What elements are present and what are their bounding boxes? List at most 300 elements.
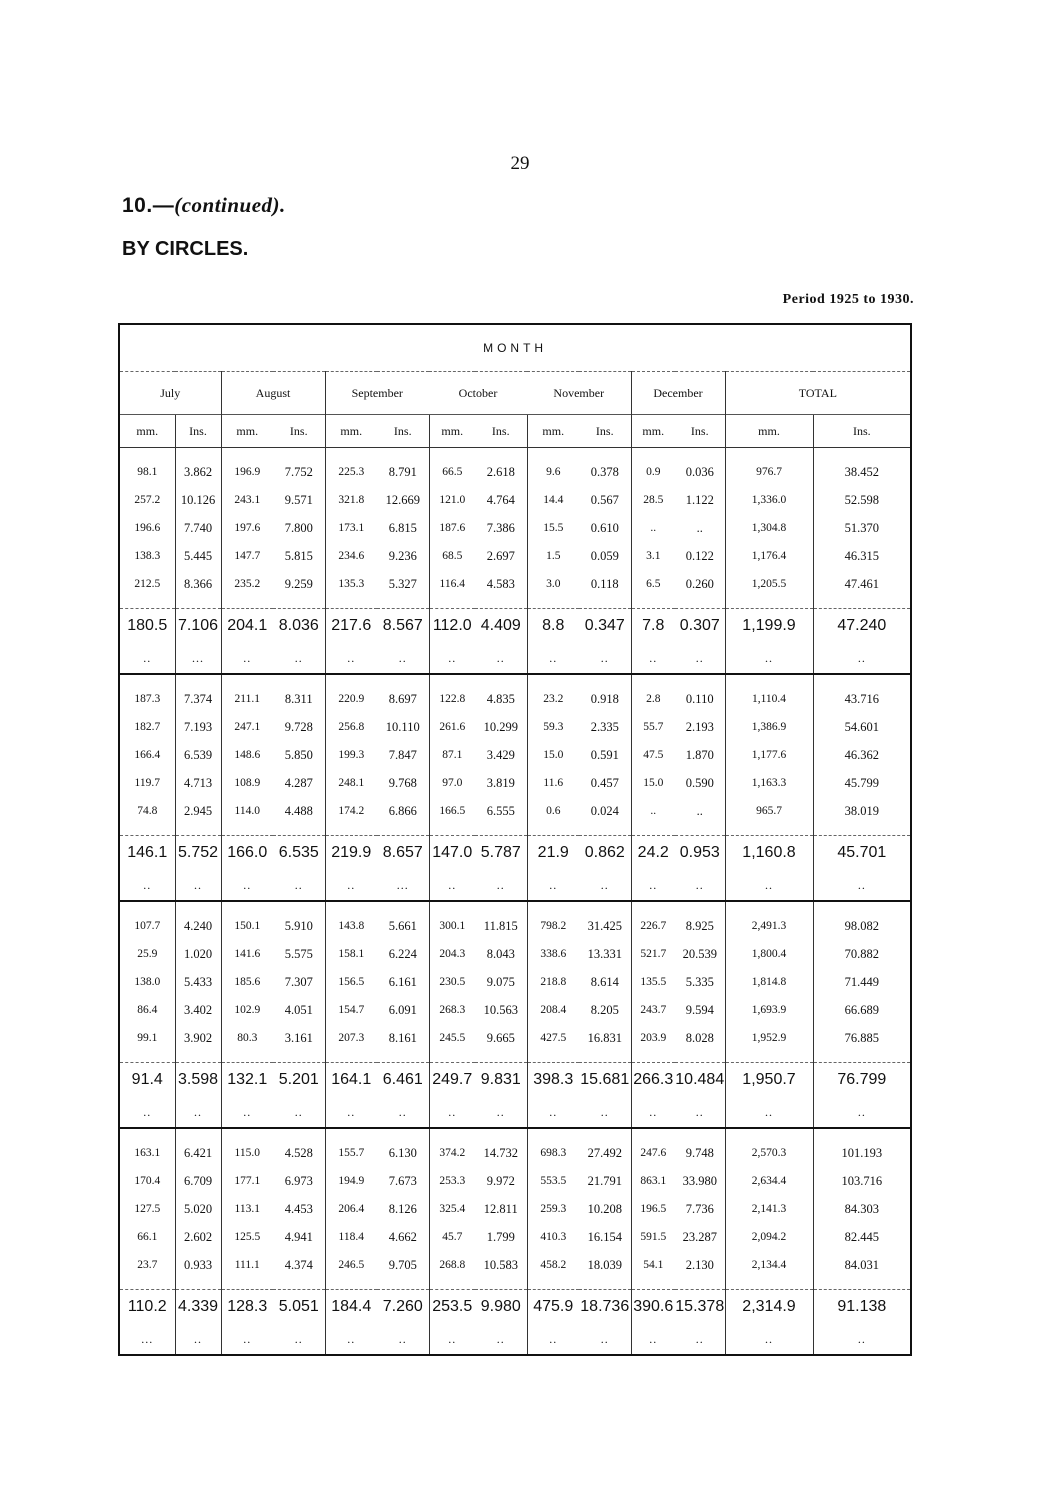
table-cell: 9.075: [486, 974, 515, 989]
table-cell: 9.728: [284, 719, 313, 734]
spacer-row: [119, 1052, 911, 1063]
month-december: December: [631, 372, 725, 415]
table-cell: 16.154: [587, 1229, 622, 1244]
table-cell: 698.3: [527, 1139, 579, 1167]
table-cell: 259.3: [527, 1195, 579, 1223]
table-cell: ..: [725, 1097, 813, 1128]
rainfall-table: [118, 323, 912, 1356]
table-cell: 243.1: [221, 486, 273, 514]
table-cell: 230.5: [429, 968, 475, 996]
table-cell: 9.972: [486, 1173, 515, 1188]
month-september: September: [325, 372, 429, 415]
table-cell: 115.0: [221, 1139, 273, 1167]
table-cell: 9.594: [685, 1002, 714, 1017]
table-cell: 47.5: [631, 741, 675, 769]
table-cell: 0.260: [685, 576, 714, 591]
table-cell: 98.1: [137, 466, 158, 478]
table-cell: 1,800.4: [725, 940, 813, 968]
table-cell: 23.287: [682, 1229, 717, 1244]
table-cell: 135.3: [325, 570, 377, 598]
table-cell: 217.6: [325, 609, 377, 644]
unit-header: Ins.: [813, 415, 911, 448]
section-subheading: BY CIRCLES.: [122, 238, 249, 260]
table-cell: ..: [119, 1097, 175, 1128]
table-cell: 6.709: [175, 1167, 221, 1195]
table-cell: 0.9: [631, 458, 675, 486]
table-cell: 66.1: [137, 1231, 158, 1243]
table-cell: 0.610: [590, 520, 619, 535]
table-cell: ..: [429, 643, 475, 674]
spacer-cell: [631, 1279, 675, 1290]
spacer-cell: [579, 448, 631, 459]
table-cell: 0.036: [685, 464, 714, 479]
spacer-cell: [725, 1128, 813, 1139]
table-cell: ..: [119, 870, 175, 901]
table-cell: 7.374: [175, 685, 221, 713]
table-cell: 166.5: [429, 797, 475, 825]
spacer-cell: [725, 825, 813, 836]
table-cell: 7.740: [175, 514, 221, 542]
spacer-cell: [725, 901, 813, 912]
section-heading: [122, 193, 286, 218]
table-cell: ..: [273, 1097, 325, 1128]
spacer-cell: [675, 1128, 725, 1139]
spacer-cell: [175, 598, 221, 609]
table-cell: 27.492: [587, 1145, 622, 1160]
table-cell: 114.0: [221, 797, 273, 825]
spacer-cell: [579, 1052, 631, 1063]
table-cell: 25.9: [137, 948, 158, 960]
table-cell: 374.2: [429, 1139, 475, 1167]
table-cell: 38.452: [813, 458, 911, 486]
table-row: [119, 1195, 911, 1223]
table-cell: 18.736: [579, 1290, 631, 1325]
table-cell: 1,199.9: [725, 609, 813, 644]
table-cell: ..: [675, 1097, 725, 1128]
table-cell: 5.433: [175, 968, 221, 996]
table-cell: 147.0: [429, 836, 475, 871]
table-cell: ..: [221, 1097, 273, 1128]
spacer-cell: [675, 674, 725, 685]
month-october: October: [429, 372, 527, 415]
table-cell: 6.815: [388, 520, 417, 535]
table-cell: 6.161: [388, 974, 417, 989]
spacer-cell: [527, 825, 579, 836]
table-cell: 15.681: [579, 1063, 631, 1098]
table-cell: ..: [527, 1324, 579, 1355]
table-cell: 2,570.3: [725, 1139, 813, 1167]
table-cell: 203.9: [631, 1024, 675, 1052]
table-cell: 0.862: [579, 836, 631, 871]
table-cell: 10.126: [175, 486, 221, 514]
table-cell: 1,693.9: [725, 996, 813, 1024]
table-cell: 54.601: [813, 713, 911, 741]
spacer-cell: [273, 901, 325, 912]
table-cell: 8.614: [590, 974, 619, 989]
table-cell: 2.193: [685, 719, 714, 734]
table-cell: 325.4: [429, 1195, 475, 1223]
table-cell: ..: [325, 870, 377, 901]
table-cell: ..: [221, 643, 273, 674]
table-cell: ..: [377, 643, 429, 674]
table-cell: 76.799: [813, 1063, 911, 1098]
spacer-cell: [221, 825, 273, 836]
table-cell: 102.9: [221, 996, 273, 1024]
page-number: 29: [510, 153, 530, 174]
table-cell: 5.910: [284, 918, 313, 933]
table-cell: 253.5: [429, 1290, 475, 1325]
table-cell: ..: [813, 643, 911, 674]
table-cell: 1,336.0: [725, 486, 813, 514]
spacer-cell: [325, 825, 377, 836]
table-cell: 182.7: [134, 721, 161, 733]
table-cell: ..: [527, 870, 579, 901]
table-cell: ..: [119, 643, 175, 674]
table-cell: 116.4: [429, 570, 475, 598]
table-cell: 219.9: [325, 836, 377, 871]
table-cell: 2.618: [486, 464, 515, 479]
table-cell: 208.4: [527, 996, 579, 1024]
table-cell: 103.716: [813, 1167, 911, 1195]
table-cell: 70.882: [813, 940, 911, 968]
table-cell: 2.602: [175, 1223, 221, 1251]
table-cell: 1,177.6: [725, 741, 813, 769]
table-cell: 16.831: [587, 1030, 622, 1045]
spacer-cell: [429, 825, 475, 836]
table-cell: 80.3: [221, 1024, 273, 1052]
table-cell: ..: [175, 1097, 221, 1128]
table-cell: 4.339: [175, 1290, 221, 1325]
dots-row: [119, 643, 911, 674]
table-row: [119, 514, 911, 542]
table-cell: 6.224: [388, 946, 417, 961]
table-cell: 107.7: [134, 920, 161, 932]
table-cell: 174.2: [325, 797, 377, 825]
table-cell: 86.4: [137, 1004, 158, 1016]
table-cell: 9.259: [284, 576, 313, 591]
spacer-cell: [119, 674, 175, 685]
spacer-cell: [119, 1279, 175, 1290]
table-cell: 225.3: [325, 458, 377, 486]
month-names-row: [119, 372, 911, 415]
table-cell: ...: [119, 1324, 175, 1355]
table-cell: 1.5: [527, 542, 579, 570]
spacer-cell: [273, 825, 325, 836]
table-cell: 3.0: [527, 570, 579, 598]
table-cell: 12.669: [385, 492, 420, 507]
spacer-cell: [631, 598, 675, 609]
spacer-cell: [273, 598, 325, 609]
table-cell: 2.945: [175, 797, 221, 825]
spacer-cell: [475, 1052, 527, 1063]
spacer-cell: [675, 448, 725, 459]
spacer-cell: [377, 598, 429, 609]
table-cell: 2,491.3: [725, 912, 813, 940]
table-cell: 0.024: [590, 803, 619, 818]
dots-row: [119, 1324, 911, 1355]
spacer-cell: [813, 1052, 911, 1063]
spacer-cell: [325, 598, 377, 609]
spacer-cell: [813, 448, 911, 459]
spacer-cell: [273, 448, 325, 459]
table-cell: ..: [813, 1324, 911, 1355]
table-cell: ...: [377, 870, 429, 901]
table-row: [119, 769, 911, 797]
table-cell: ..: [631, 1324, 675, 1355]
spacer-cell: [725, 598, 813, 609]
table-cell: 166.4: [134, 749, 161, 761]
spacer-cell: [675, 1279, 725, 1290]
unit-header: mm.: [221, 415, 273, 448]
table-cell: 521.7: [631, 940, 675, 968]
spacer-cell: [273, 1279, 325, 1290]
table-cell: 243.7: [631, 996, 675, 1024]
table-cell: 7.193: [175, 713, 221, 741]
dots-row: [119, 870, 911, 901]
table-cell: 3.161: [284, 1030, 313, 1045]
table-cell: ..: [273, 870, 325, 901]
table-cell: 10.563: [483, 1002, 518, 1017]
table-row: [119, 968, 911, 996]
table-cell: 965.7: [725, 797, 813, 825]
table-row: [119, 1251, 911, 1279]
table-cell: 8.043: [486, 946, 515, 961]
table-cell: 6.461: [377, 1063, 429, 1098]
heading-number: 10.—: [122, 194, 175, 217]
spacer-cell: [377, 448, 429, 459]
table-cell: 2,134.4: [725, 1251, 813, 1279]
table-cell: 166.0: [221, 836, 273, 871]
table-cell: 2,141.3: [725, 1195, 813, 1223]
table-cell: 147.7: [221, 542, 273, 570]
table-cell: ..: [475, 870, 527, 901]
spacer-cell: [119, 598, 175, 609]
spacer-cell: [221, 1128, 273, 1139]
spacer-cell: [579, 1128, 631, 1139]
table-cell: 91.4: [119, 1063, 175, 1098]
table-cell: 5.575: [284, 946, 313, 961]
table-cell: 156.5: [325, 968, 377, 996]
table-cell: 1.799: [486, 1229, 515, 1244]
unit-header: Ins.: [273, 415, 325, 448]
table-cell: 196.9: [221, 458, 273, 486]
table-cell: 2.130: [685, 1257, 714, 1272]
table-cell: 55.7: [631, 713, 675, 741]
table-cell: 0.590: [685, 775, 714, 790]
table-cell: 138.3: [134, 550, 161, 562]
table-cell: 4.409: [475, 609, 527, 644]
table-cell: 2,094.2: [725, 1223, 813, 1251]
table-cell: 234.6: [325, 542, 377, 570]
month-november: November: [527, 372, 631, 415]
table-cell: ..: [696, 520, 703, 535]
spacer-cell: [631, 901, 675, 912]
table-cell: 9.6: [527, 458, 579, 486]
spacer-cell: [175, 448, 221, 459]
unit-header: mm.: [725, 415, 813, 448]
table-cell: 4.713: [175, 769, 221, 797]
table-cell: 207.3: [325, 1024, 377, 1052]
spacer-cell: [377, 1279, 429, 1290]
table-cell: ..: [675, 1324, 725, 1355]
spacer-cell: [429, 1128, 475, 1139]
table-cell: 0.347: [579, 609, 631, 644]
spacer-cell: [813, 1279, 911, 1290]
table-cell: 8.311: [284, 691, 313, 706]
table-cell: 1.122: [685, 492, 714, 507]
spacer-row: [119, 598, 911, 609]
table-cell: 10.110: [385, 719, 420, 734]
table-cell: 187.6: [429, 514, 475, 542]
table-cell: 475.9: [527, 1290, 579, 1325]
spacer-cell: [175, 1128, 221, 1139]
table-cell: 84.031: [813, 1251, 911, 1279]
spacer-cell: [119, 825, 175, 836]
table-cell: ..: [429, 1324, 475, 1355]
table-cell: 54.1: [631, 1251, 675, 1279]
table-cell: ..: [631, 643, 675, 674]
table-cell: 110.2: [119, 1290, 175, 1325]
table-cell: 7.752: [284, 464, 313, 479]
table-cell: 68.5: [429, 542, 475, 570]
table-cell: 3.902: [175, 1024, 221, 1052]
table-cell: ...: [175, 643, 221, 674]
table-cell: 15.0: [527, 741, 579, 769]
table-cell: 5.661: [388, 918, 417, 933]
spacer-cell: [273, 674, 325, 685]
table-cell: 91.138: [813, 1290, 911, 1325]
table-cell: ..: [725, 1324, 813, 1355]
table-cell: 6.091: [388, 1002, 417, 1017]
spacer-cell: [221, 1052, 273, 1063]
spacer-cell: [325, 1279, 377, 1290]
table-cell: ..: [175, 870, 221, 901]
table-cell: ..: [675, 643, 725, 674]
table-cell: ..: [175, 1324, 221, 1355]
table-cell: 1,304.8: [725, 514, 813, 542]
spacer-cell: [527, 1279, 579, 1290]
spacer-cell: [221, 674, 273, 685]
spacer-cell: [475, 1128, 527, 1139]
table-cell: 46.315: [813, 542, 911, 570]
spacer-cell: [527, 1128, 579, 1139]
spacer-cell: [377, 901, 429, 912]
spacer-cell: [119, 1128, 175, 1139]
table-cell: ..: [579, 643, 631, 674]
table-cell: 5.445: [175, 542, 221, 570]
table-cell: 184.4: [325, 1290, 377, 1325]
table-cell: 138.0: [134, 976, 161, 988]
table-cell: 127.5: [134, 1203, 161, 1215]
table-cell: 12.811: [483, 1201, 518, 1216]
table-cell: 177.1: [221, 1167, 273, 1195]
spacer-cell: [725, 1052, 813, 1063]
spacer-cell: [631, 448, 675, 459]
table-cell: 196.5: [631, 1195, 675, 1223]
table-cell: 247.1: [221, 713, 273, 741]
table-cell: 1,386.9: [725, 713, 813, 741]
table-cell: ..: [429, 870, 475, 901]
table-cell: 204.1: [221, 609, 273, 644]
table-cell: 321.8: [325, 486, 377, 514]
table-cell: 3.1: [631, 542, 675, 570]
spacer-cell: [725, 1279, 813, 1290]
table-cell: 8.366: [175, 570, 221, 598]
spacer-cell: [475, 1279, 527, 1290]
table-cell: 8.8: [527, 609, 579, 644]
table-cell: ..: [377, 1324, 429, 1355]
spacer-cell: [119, 901, 175, 912]
table-cell: 266.3: [631, 1063, 675, 1098]
table-cell: 15.378: [675, 1290, 725, 1325]
table-cell: ..: [527, 1097, 579, 1128]
table-cell: 47.240: [813, 609, 911, 644]
table-row: [119, 940, 911, 968]
table-cell: 194.9: [325, 1167, 377, 1195]
table-cell: 38.019: [813, 797, 911, 825]
spacer-cell: [579, 825, 631, 836]
table-cell: 52.598: [813, 486, 911, 514]
spacer-cell: [429, 1052, 475, 1063]
table-cell: 4.662: [388, 1229, 417, 1244]
table-cell: 7.307: [284, 974, 313, 989]
table-cell: 71.449: [813, 968, 911, 996]
table-cell: ..: [377, 1097, 429, 1128]
table-cell: 4.287: [284, 775, 313, 790]
table-cell: 1,814.8: [725, 968, 813, 996]
spacer-cell: [273, 1128, 325, 1139]
spacer-cell: [475, 598, 527, 609]
table-cell: 9.768: [388, 775, 417, 790]
table-cell: 111.1: [221, 1251, 273, 1279]
table-cell: ..: [273, 1324, 325, 1355]
table-cell: 798.2: [527, 912, 579, 940]
table-cell: 9.748: [685, 1145, 714, 1160]
table-cell: 5.815: [284, 548, 313, 563]
table-cell: 6.130: [388, 1145, 417, 1160]
table-cell: 6.866: [388, 803, 417, 818]
table-cell: 8.028: [685, 1030, 714, 1045]
table-cell: 0.378: [590, 464, 619, 479]
table-cell: 99.1: [137, 1032, 158, 1044]
table-cell: ..: [579, 1324, 631, 1355]
spacer-cell: [813, 901, 911, 912]
table-cell: ..: [579, 870, 631, 901]
table-cell: 398.3: [527, 1063, 579, 1098]
table-cell: 4.374: [284, 1257, 313, 1272]
table-cell: 204.3: [429, 940, 475, 968]
table-cell: 164.1: [325, 1063, 377, 1098]
spacer-cell: [631, 1052, 675, 1063]
table-cell: 0.6: [527, 797, 579, 825]
table-cell: 125.5: [221, 1223, 273, 1251]
spacer-cell: [527, 448, 579, 459]
table-cell: 6.421: [175, 1139, 221, 1167]
month-july: July: [119, 372, 221, 415]
table-row: [119, 1024, 911, 1052]
table-cell: 3.598: [175, 1063, 221, 1098]
spacer-cell: [675, 901, 725, 912]
table-cell: 196.6: [134, 522, 161, 534]
table-cell: 218.8: [527, 968, 579, 996]
table-cell: 591.5: [631, 1223, 675, 1251]
spacer-row: [119, 1279, 911, 1290]
table-cell: 0.953: [675, 836, 725, 871]
table-cell: 1,160.8: [725, 836, 813, 871]
table-cell: 82.445: [813, 1223, 911, 1251]
spacer-cell: [429, 598, 475, 609]
spacer-cell: [429, 901, 475, 912]
